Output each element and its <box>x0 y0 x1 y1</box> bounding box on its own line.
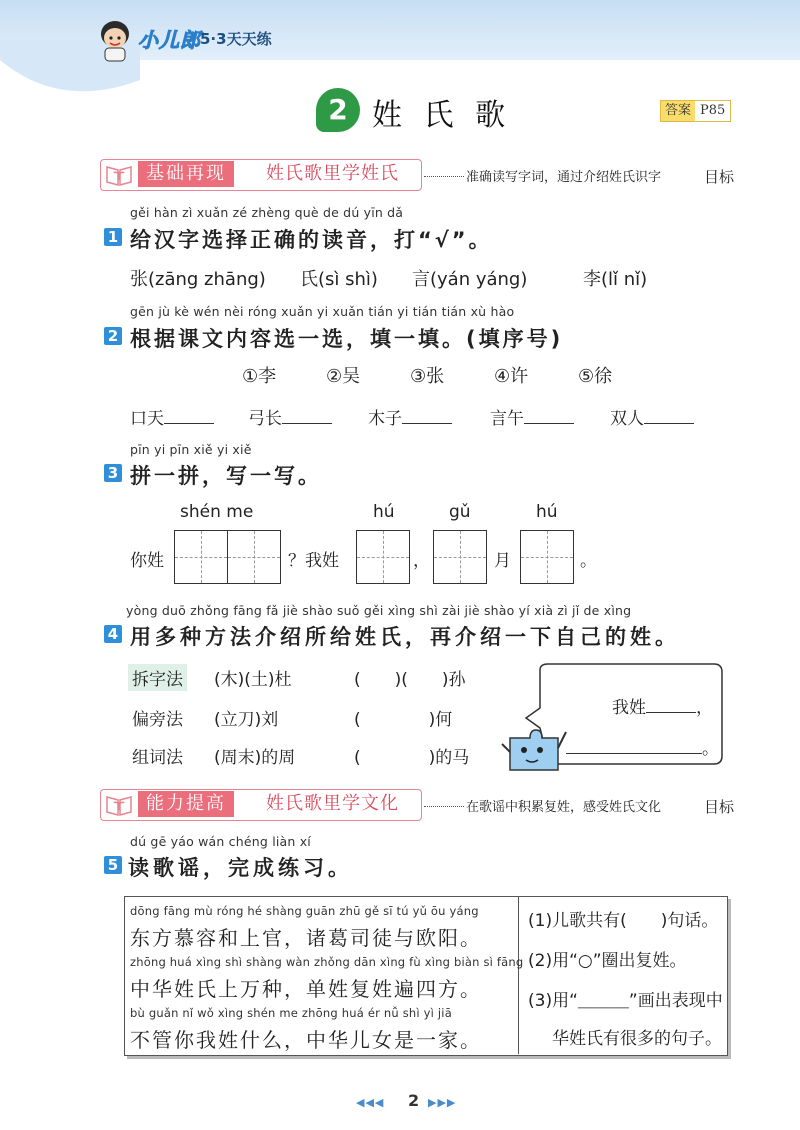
lesson-title: 姓 氏 歌 <box>372 98 512 133</box>
q2-blank-item[interactable] <box>368 404 452 429</box>
q2-blank-line[interactable] <box>644 423 694 424</box>
poem-line: 中华姓氏上万种，单姓复姓遍四方。 <box>130 977 482 1001</box>
bubble-comma: ， <box>696 698 713 718</box>
bubble-line2[interactable] <box>566 734 719 759</box>
q3-period: 。 <box>580 551 597 571</box>
bubble-period: 。 <box>702 739 719 759</box>
q2-blank-label: 言午 <box>490 409 524 429</box>
q2-blank-item[interactable] <box>130 404 214 429</box>
q4-text: 用多种方法介绍所给姓氏，再介绍一下自己的姓。 <box>130 625 680 649</box>
q5-text: 读歌谣，完成练习。 <box>128 856 353 880</box>
mascot-icon <box>98 18 132 62</box>
bubble-prefix: 我姓 <box>612 698 646 718</box>
puzzle-mascot-icon <box>500 708 570 774</box>
q2-blank-label: 弓长 <box>248 409 282 429</box>
q5-task[interactable]: (3)用“＿＿＿”画出表现中 <box>528 991 723 1011</box>
q2-blank-line[interactable] <box>524 423 574 424</box>
q2-number: 2 <box>104 327 122 345</box>
method-example: (木)(土)杜 <box>214 670 292 690</box>
method-example: (立刀)刘 <box>214 710 279 730</box>
q5-task[interactable]: (1)儿歌共有( )句话。 <box>528 911 719 931</box>
section1-dots <box>424 176 464 177</box>
method-example: (周末)的周 <box>214 748 296 768</box>
method-task[interactable]: ( )的马 <box>354 748 470 768</box>
q2-blank-label: 双人 <box>610 409 644 429</box>
poem-pinyin: zhōng huá xìng shì shàng wàn zhǒng dān xìng fù xìng biàn sì fāng <box>130 955 524 969</box>
q2-pinyin: gēn jù kè wén nèi róng xuǎn yi xuǎn tián yi tián tián xù hào <box>130 304 515 319</box>
q1-option[interactable]: 李(lǐ nǐ) <box>583 269 648 290</box>
section2-dots <box>424 806 464 807</box>
section2-goal-label: 目标 <box>704 798 735 816</box>
q5-task-cont: 华姓氏有很多的句子。 <box>552 1029 722 1049</box>
q3-prefix: 你姓 <box>130 551 164 571</box>
q3-pinyin: pīn yi pīn xiě yi xiě <box>130 442 252 457</box>
q3-text: 拼一拼，写一写。 <box>130 464 322 488</box>
q2-blank-label: 木子 <box>368 409 402 429</box>
poem-line: 不管你我姓什么，中华儿女是一家。 <box>130 1028 482 1052</box>
lesson-number: 2 <box>328 93 348 126</box>
writing-grid[interactable] <box>174 530 228 584</box>
writing-grid[interactable] <box>356 530 410 584</box>
grid-pinyin: hú <box>536 502 558 522</box>
q2-text: 根据课文内容选一选，填一填。(填序号) <box>130 327 564 351</box>
footer-left-arrows: ◀◀◀ <box>356 1096 385 1109</box>
bubble-line1[interactable] <box>612 693 713 718</box>
q2-blank-label: 口天 <box>130 409 164 429</box>
q2-choice: ④许 <box>494 366 529 387</box>
q3-number: 3 <box>104 464 122 482</box>
answer-tag[interactable] <box>660 100 731 122</box>
book-icon <box>104 792 134 818</box>
series-title: 5·3天天练 <box>200 30 272 48</box>
q2-blank-item[interactable] <box>490 404 574 429</box>
q2-blank-item[interactable] <box>248 404 332 429</box>
lesson-badge <box>316 88 360 132</box>
section1-label: 基础再现 <box>138 161 234 187</box>
method-label: 组词法 <box>132 748 183 768</box>
method-task[interactable]: ( )( )孙 <box>354 670 466 690</box>
q3-comma: ， <box>413 551 430 571</box>
section1-goal-label: 目标 <box>704 168 735 186</box>
q1-number: 1 <box>104 228 122 246</box>
q1-option[interactable]: 氏(sì shì) <box>300 269 378 290</box>
q4-number: 4 <box>104 625 122 643</box>
book-icon <box>104 162 134 188</box>
q5-task[interactable]: (2)用“○”圈出复姓。 <box>528 951 687 971</box>
method-task[interactable]: ( )何 <box>354 710 453 730</box>
q5-pinyin: dú gē yáo wán chéng liàn xí <box>130 834 311 849</box>
method-label: 偏旁法 <box>132 710 183 730</box>
poem-line: 东方慕容和上官，诸葛司徒与欧阳。 <box>130 926 482 950</box>
grid-pinyin: gǔ <box>449 502 471 522</box>
q1-option[interactable]: 张(zāng zhāng) <box>130 269 266 290</box>
bubble-blank[interactable] <box>646 712 696 713</box>
q4-pinyin: yòng duō zhǒng fāng fǎ jiè shào suǒ gěi xìng shì zài jiè shào yí xià zì jǐ de xìng <box>126 603 632 618</box>
section2-subtitle: 姓氏歌里学文化 <box>266 793 399 814</box>
brand-logo: 小儿郎 <box>138 28 201 52</box>
q2-choice: ③张 <box>410 366 445 387</box>
q2-blank-item[interactable] <box>610 404 694 429</box>
q2-choice: ①李 <box>242 366 277 387</box>
q1-pinyin: gěi hàn zì xuǎn zé zhèng què de dú yīn dǎ <box>130 205 404 220</box>
q2-blank-line[interactable] <box>282 423 332 424</box>
section2-goal: 在歌谣中积累复姓，感受姓氏文化 <box>466 800 662 815</box>
answer-page: P85 <box>695 101 730 121</box>
q3-moon: 月 <box>494 551 511 571</box>
q2-blank-line[interactable] <box>402 423 452 424</box>
section2-label: 能力提高 <box>138 791 234 817</box>
poem-divider <box>518 897 519 1054</box>
method-label: 拆字法 <box>128 664 187 691</box>
writing-grid[interactable] <box>520 530 574 584</box>
writing-grid[interactable] <box>433 530 487 584</box>
grid-pinyin: hú <box>373 502 395 522</box>
footer-right-arrows: ▶▶▶ <box>428 1096 457 1109</box>
q2-choice: ②吴 <box>326 366 361 387</box>
poem-pinyin: dōng fāng mù róng hé shàng guān zhū gě sī tú yǔ ōu yáng <box>130 904 479 918</box>
q5-number: 5 <box>104 856 122 874</box>
bubble-blank[interactable] <box>566 753 702 754</box>
grid-pinyin: shén me <box>180 502 254 522</box>
q3-question: ？我姓 <box>288 551 339 571</box>
q2-blank-line[interactable] <box>164 423 214 424</box>
q1-option[interactable]: 言(yán yáng) <box>412 269 528 290</box>
section1-goal: 准确读写字词，通过介绍姓氏识字 <box>466 170 662 185</box>
writing-grid[interactable] <box>227 530 281 584</box>
q1-text: 给汉字选择正确的读音，打“√”。 <box>130 228 493 252</box>
section1-subtitle: 姓氏歌里学姓氏 <box>266 163 399 184</box>
poem-pinyin: bù guǎn nǐ wǒ xìng shén me zhōng huá ér nǚ shì yì jiā <box>130 1006 452 1020</box>
answer-label: 答案 <box>661 101 695 121</box>
page-number: 2 <box>408 1091 420 1110</box>
q2-choice: ⑤徐 <box>578 366 613 387</box>
